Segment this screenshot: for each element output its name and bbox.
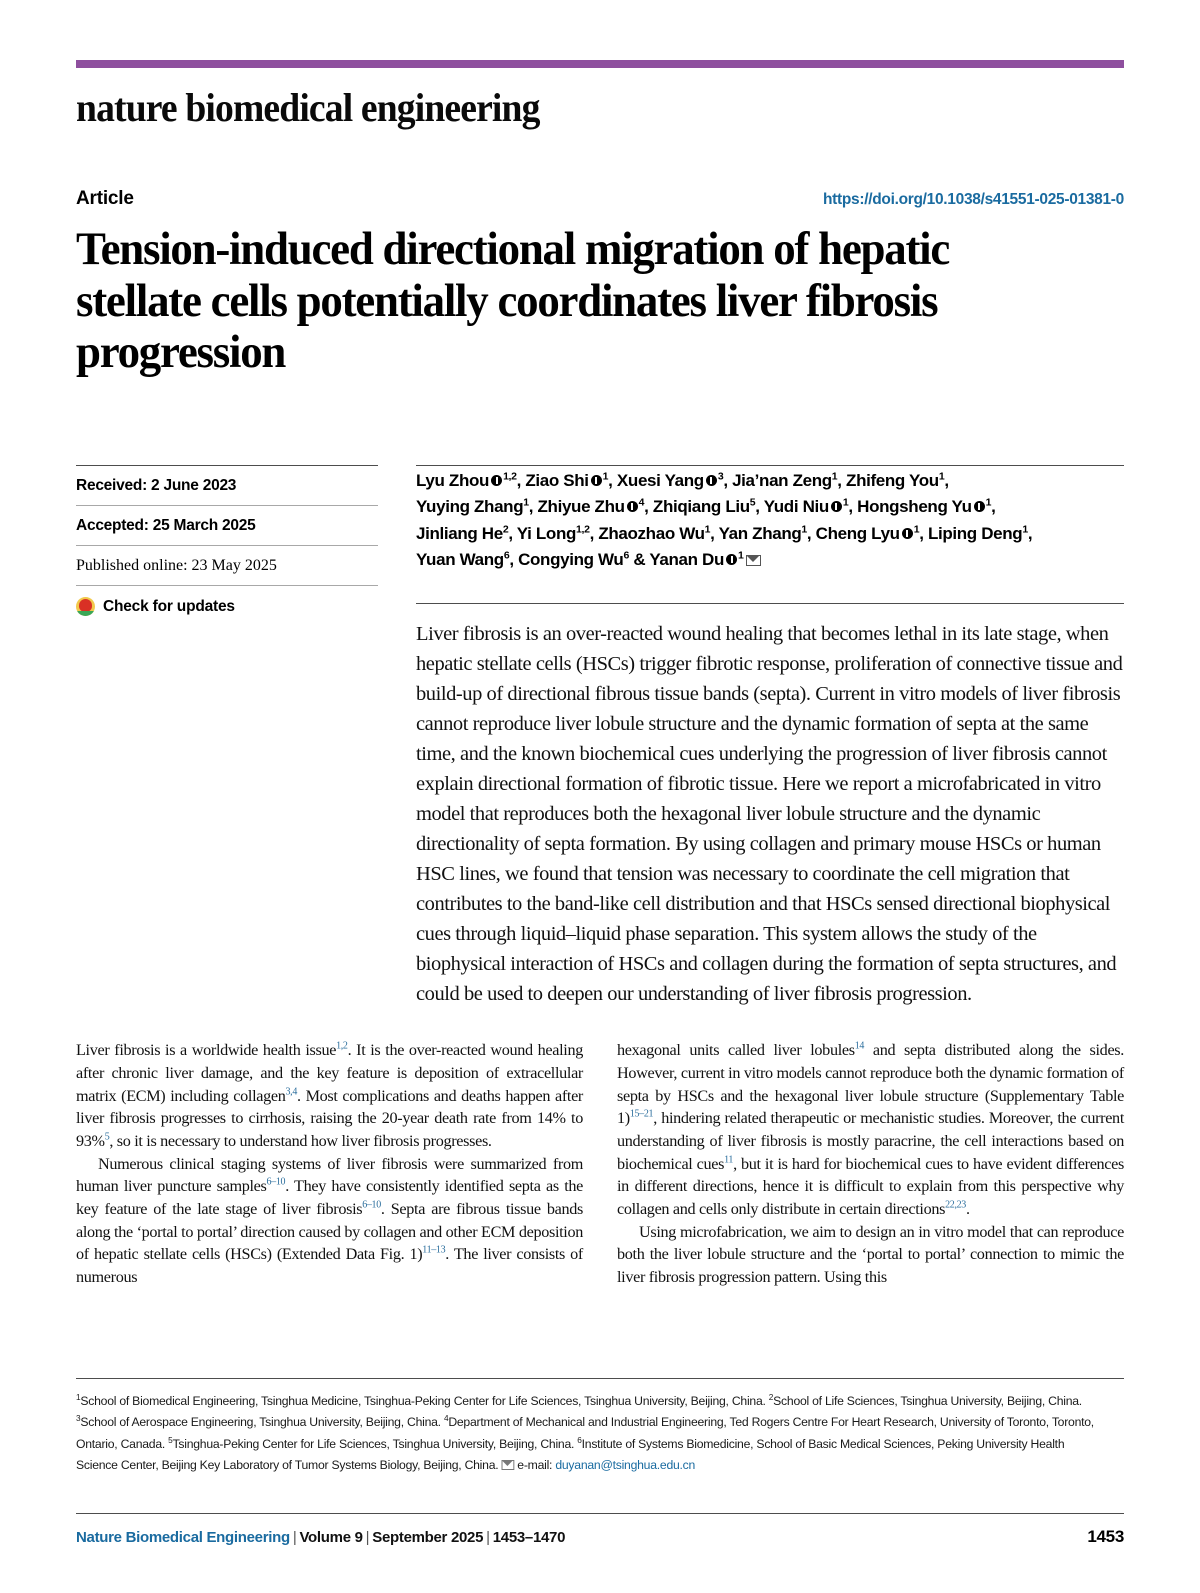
author-affiliation-ref: 1 bbox=[831, 470, 838, 483]
orcid-icon[interactable] bbox=[491, 475, 502, 486]
corresponding-email-link[interactable]: duyanan@tsinghua.edu.cn bbox=[555, 1457, 696, 1472]
accepted-date: Accepted: 25 March 2025 bbox=[76, 517, 256, 535]
author-affiliation-ref: 6 bbox=[623, 549, 629, 562]
page-title: Tension-induced directional migration of hepatic stellate cells potentially coordinates liver fibrosis progression bbox=[76, 223, 950, 379]
text-run: , so it is necessary to understand how liver fibrosis progresses. bbox=[109, 1132, 492, 1151]
author-name: Yuying Zhang bbox=[416, 497, 524, 517]
author-name: , Zhifeng You bbox=[837, 471, 939, 491]
affiliation-marker: 1 bbox=[76, 1391, 81, 1402]
orcid-icon[interactable] bbox=[974, 501, 985, 512]
author-affiliation-ref: 6 bbox=[503, 549, 510, 562]
author-name: , Zhiqiang Liu bbox=[644, 497, 750, 517]
author-name: Jinliang He bbox=[416, 523, 503, 543]
text-run: hexagonal units called liver lobules bbox=[617, 1041, 855, 1060]
footer-page-number: 1453 bbox=[1087, 1527, 1124, 1546]
abstract-section bbox=[416, 603, 1124, 1009]
affiliation-entry: School of Biomedical Engineering, Tsinghua Medicine, Tsinghua-Peking Center for Life Sciences, Tsinghua University, Beijing, China. bbox=[80, 1394, 769, 1408]
published-online-date: Published online: 23 May 2025 bbox=[76, 557, 277, 575]
affiliations-section bbox=[76, 1378, 1124, 1476]
author-name: , Zhiyue Zhu bbox=[528, 497, 625, 517]
author-name: , Ziao Shi bbox=[516, 471, 589, 491]
text-run: . Septa are fibrous tissue bands along the ‘portal to portal’ direction caused by collagen and other ECM deposition of hepatic stellate cells (HSCs) (Extended Data Fig. 1) bbox=[76, 1200, 583, 1264]
affiliation-entry: School of Aerospace Engineering, Tsinghua University, Beijing, China. bbox=[80, 1415, 444, 1430]
author-affiliation-ref: 1,2 bbox=[576, 523, 590, 536]
footer-separator: | bbox=[486, 1529, 490, 1546]
paragraph bbox=[76, 1039, 583, 1152]
affiliations-text bbox=[76, 1379, 1108, 1476]
page-footer bbox=[76, 1513, 1124, 1547]
author-name: Yuan Wang bbox=[416, 550, 504, 570]
text-run: Liver fibrosis is a worldwide health issue bbox=[76, 1041, 337, 1060]
affiliation-marker: 5 bbox=[168, 1434, 173, 1445]
author-affiliation-ref: 1 bbox=[738, 549, 744, 562]
author-affiliation-ref: 1 bbox=[801, 523, 807, 536]
author-affiliation-ref: 3 bbox=[717, 470, 724, 483]
affiliation-entry: Department of Mechanical and Industrial Engineering, Ted Rogers Centre For Heart Research, University of Toronto, Toronto, Ontario, Canada. bbox=[76, 1415, 1094, 1451]
article-header-row bbox=[76, 188, 1124, 210]
journal-masthead-title: nature biomedical engineering bbox=[76, 85, 540, 130]
body-column-right bbox=[617, 1039, 1124, 1288]
author-name: , Hongsheng Yu bbox=[848, 497, 972, 517]
paragraph bbox=[617, 1039, 1124, 1220]
text-run: , hindering related therapeutic or mechanistic studies. Moreover, the current understanding of liver fibrosis is mostly paracrine, the cell interactions based on biochemical cues bbox=[617, 1109, 1124, 1173]
text-run: and septa distributed along the sides. However, current in vitro models cannot reproduce both the dynamic formation of septa by HSCs and the hexagonal liver lobule structure (Supplementary Table 1) bbox=[617, 1041, 1124, 1128]
author-name: , Yudi Niu bbox=[755, 497, 829, 517]
citation-ref[interactable]: 15–21 bbox=[629, 1109, 654, 1121]
author-list-panel bbox=[406, 465, 1124, 1009]
author-line bbox=[416, 547, 1124, 573]
article-type-label: Article bbox=[76, 188, 134, 209]
footer-separator: | bbox=[365, 1529, 370, 1546]
affiliation-entry: Tsinghua-Peking Center for Life Sciences, Tsinghua University, Beijing, China. bbox=[172, 1436, 578, 1451]
orcid-icon[interactable] bbox=[706, 475, 717, 486]
citation-ref[interactable]: 22,23 bbox=[945, 1199, 966, 1211]
author-separator: , bbox=[1027, 523, 1033, 543]
author-affiliation-ref: 1,2 bbox=[503, 470, 517, 483]
check-for-updates-button[interactable] bbox=[76, 586, 378, 616]
footer-row bbox=[76, 1514, 1124, 1547]
affiliation-marker: 2 bbox=[768, 1391, 774, 1402]
corresponding-author-envelope-icon[interactable] bbox=[746, 555, 761, 566]
citation-ref[interactable]: 14 bbox=[854, 1041, 865, 1053]
abstract-text: Liver fibrosis is an over-reacted wound healing that becomes lethal in its late stage, when hepatic stellate cells (HSCs) trigger fibrotic response, proliferation of connective tissue and build-up of directional fibrous tissue bands (septa). Current in vitro models of liver fibrosis cannot reproduce liver lobule structure and the dynamic formation of septa at the same time, and the known biochemical cues underlying the progression of liver fibrosis cannot explain directional formation of fibrotic tissue. Here we report a microfabricated in vitro model that reproduces both the hexagonal liver lobule structure and the dynamic directionality of septa formation. By using collagen and primary mouse HSCs or human HSC lines, we found that tension was necessary to coordinate the cell migration that contributes to the band-like cell distribution and that HSCs sensed directional biophysical cues through liquid–liquid phase separation. This system allows the study of the biophysical interaction of HSCs and collagen during the formation of septa structures, and could be used to deepen our understanding of liver fibrosis progression. bbox=[416, 623, 1123, 1005]
citation-ref[interactable]: 6–10 bbox=[266, 1177, 286, 1189]
author-affiliation-ref: 1 bbox=[1022, 523, 1028, 536]
paragraph bbox=[617, 1221, 1124, 1289]
author-name: , Congying Wu bbox=[509, 550, 624, 570]
author-name: , Zhaozhao Wu bbox=[589, 523, 705, 543]
orcid-icon[interactable] bbox=[627, 501, 638, 512]
footer-volume: Volume 9 bbox=[299, 1529, 363, 1546]
author-list bbox=[416, 466, 1124, 573]
author-affiliation-ref: 4 bbox=[638, 496, 645, 509]
email-envelope-icon bbox=[502, 1460, 515, 1470]
author-affiliation-ref: 2 bbox=[502, 523, 509, 536]
crossmark-icon bbox=[76, 597, 95, 616]
author-name: , Cheng Lyu bbox=[806, 523, 900, 543]
citation-ref[interactable]: 1,2 bbox=[336, 1041, 348, 1053]
author-line bbox=[416, 468, 1124, 494]
paragraph bbox=[76, 1153, 583, 1289]
doi-link[interactable]: https://doi.org/10.1038/s41551-025-01381-0 bbox=[822, 191, 1124, 208]
affiliation-marker: 4 bbox=[443, 1413, 449, 1424]
footer-citation bbox=[76, 1529, 565, 1546]
affiliation-marker: 3 bbox=[76, 1413, 81, 1424]
author-affiliation-ref: 5 bbox=[749, 496, 756, 509]
citation-ref[interactable]: 3,4 bbox=[285, 1086, 297, 1098]
orcid-icon[interactable] bbox=[831, 501, 842, 512]
text-run: . They have consistently identified septa as the key feature of the late stage of liver fibrosis bbox=[76, 1177, 583, 1219]
footer-date: September 2025 bbox=[372, 1529, 484, 1546]
text-run: Using microfabrication, we aim to design an in vitro model that can reproduce both the liver lobule structure and the ‘portal to portal’ connection to mimic the liver fibrosis progression pattern. Using this bbox=[617, 1222, 1124, 1287]
text-run: , but it is hard for biochemical cues to have evident differences in different directions, hence it is difficult to explain from this perspective why collagen and cells only distribute in certain directions bbox=[617, 1154, 1124, 1219]
author-name: , Liping Deng bbox=[919, 523, 1023, 543]
author-line bbox=[416, 521, 1124, 547]
author-name: , Xuesi Yang bbox=[608, 471, 704, 491]
author-affiliation-ref: 1 bbox=[842, 496, 849, 509]
footer-page-range: 1453–1470 bbox=[492, 1529, 566, 1546]
affiliation-marker: 6 bbox=[577, 1434, 582, 1445]
orcid-icon[interactable] bbox=[726, 554, 737, 565]
body-column-left bbox=[76, 1039, 583, 1288]
metadata-and-authors bbox=[76, 465, 1124, 1009]
text-run: . It is the over-reacted wound healing after chronic liver damage, and the key feature is deposition of extracellular matrix (ECM) including collagen bbox=[76, 1041, 583, 1105]
citation-ref[interactable]: 11 bbox=[724, 1154, 734, 1166]
affiliation-entry: Institute of Systems Biomedicine, School of Basic Medical Sciences, Peking University Health Science Center, Beijing Key Laboratory of Tumor Systems Biology, Beijing, China. bbox=[76, 1436, 1065, 1472]
author-name: , Yan Zhang bbox=[710, 523, 802, 543]
author-affiliation-ref: 1 bbox=[938, 470, 945, 483]
footer-separator: | bbox=[292, 1529, 297, 1546]
journal-brand-rule bbox=[76, 60, 1124, 68]
citation-ref[interactable]: 6–10 bbox=[362, 1199, 381, 1211]
author-name: , Yi Long bbox=[508, 523, 577, 543]
text-run: . The liver consists of numerous bbox=[76, 1245, 583, 1287]
author-affiliation-ref: 1 bbox=[985, 496, 992, 509]
author-line bbox=[416, 494, 1124, 520]
article-body bbox=[76, 1039, 1124, 1288]
author-affiliation-ref: 1 bbox=[704, 523, 711, 536]
text-run: . Most complications and deaths happen after liver fibrosis progresses to cirrhosis, raising the 20-year death rate from 14% to 93% bbox=[76, 1086, 583, 1151]
footer-journal-name[interactable]: Nature Biomedical Engineering bbox=[76, 1529, 290, 1546]
orcid-icon[interactable] bbox=[902, 528, 913, 539]
author-name: , Jia’nan Zeng bbox=[723, 471, 832, 491]
affiliation-entry: School of Life Sciences, Tsinghua University, Beijing, China. bbox=[773, 1394, 1082, 1408]
text-run: Numerous clinical staging systems of liver fibrosis were summarized from human liver puncture samples bbox=[76, 1154, 583, 1196]
received-date: Received: 2 June 2023 bbox=[76, 477, 237, 495]
citation-ref[interactable]: 5 bbox=[104, 1131, 110, 1143]
text-run: . bbox=[965, 1200, 970, 1219]
author-affiliation-ref: 1 bbox=[523, 496, 529, 509]
check-for-updates-label: Check for updates bbox=[103, 597, 235, 615]
author-separator: , bbox=[944, 471, 949, 491]
citation-ref[interactable]: 11–13 bbox=[422, 1245, 446, 1257]
author-name: Lyu Zhou bbox=[416, 471, 490, 491]
author-separator: , bbox=[991, 497, 996, 517]
email-label: e-mail: bbox=[517, 1457, 556, 1472]
author-affiliation-ref: 1 bbox=[913, 523, 920, 536]
orcid-icon[interactable] bbox=[591, 475, 602, 486]
publication-history-panel bbox=[76, 465, 406, 1009]
author-name: & Yanan Du bbox=[628, 550, 724, 570]
author-affiliation-ref: 1 bbox=[602, 470, 609, 483]
